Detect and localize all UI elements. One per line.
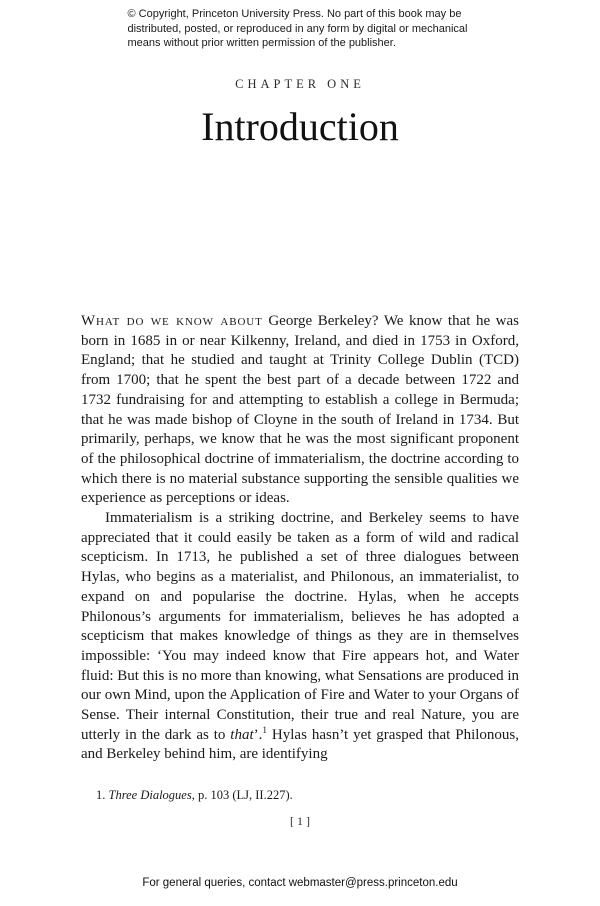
footer-contact-line: For general queries, contact webmaster@press.princeton.edu	[142, 877, 458, 889]
body-text-block	[81, 312, 519, 765]
paragraph-2-text: Immaterialism is a striking doctrine, and Berkeley seems to have appreciated that it could easily be taken as a form of wild and radical scepticism. In 1713, he published a set of three dialogues between Hylas, who begins as a materialist, and Philonous, an immaterialist, to expand on and popularise the doctrine. Hylas, when he accepts Philonous’s arguments for immaterialism, believes he has adopted a scepticism that makes knowledge of things as they are in themselves impossible: ‘You may indeed know that Fire appears hot, and Water fluid: But this is no more than knowing, what Sensations are produced in our own Mind, upon the Application of Fire and Water to your Organs of Sense. Their internal Constitution, their true and real Nature, you are utterly in the dark as to	[81, 510, 519, 743]
italic-word: that	[230, 726, 254, 743]
copyright-notice: © Copyright, Princeton University Press. No part of this book may be distributed, posted, or reproduced in any form by digital or mechanical means without prior written permission of the publisher.	[127, 8, 468, 50]
paragraph-1	[81, 312, 519, 509]
paragraph-2-text-after-italic: ’.	[253, 726, 263, 743]
footnote-reference-marker: 1	[262, 725, 268, 736]
footnote	[81, 787, 519, 803]
chapter-heading: CHAPTER ONE	[235, 77, 365, 91]
footnote-number: 1.	[96, 788, 109, 802]
page-number: [ 1 ]	[290, 814, 310, 828]
paragraph-2	[81, 509, 519, 765]
footnote-work-title: Three Dialogues	[108, 788, 192, 802]
paragraph-2-text-end: Hylas hasn’t yet grasped that Philonous, and Berkeley behind him, are identifying	[81, 726, 519, 763]
paragraph-1-text: George Berkeley? We know that he was born in 1685 in or near Kilkenny, Ireland, and died in 1753 in Oxford, England; that he studied and taught at Trinity College Dublin (TCD) from 1700; that he spent the best part of a decade between 1722 and 1732 fundraising for and attempting to establish a college in Bermuda; that he was made bishop of Cloyne in the south of Ireland in 1734. But primarily, perhaps, we know that he was the most significant proponent of the philosophical doctrine of immaterialism, the doctrine according to which there is no material substance supporting the sensible qualities we experience as perceptions or ideas.	[81, 313, 519, 507]
chapter-title: Introduction	[201, 104, 399, 149]
lead-in-smallcaps: What do we know about	[81, 313, 263, 329]
footnote-citation: , p. 103 (LJ, II.227).	[191, 788, 293, 802]
